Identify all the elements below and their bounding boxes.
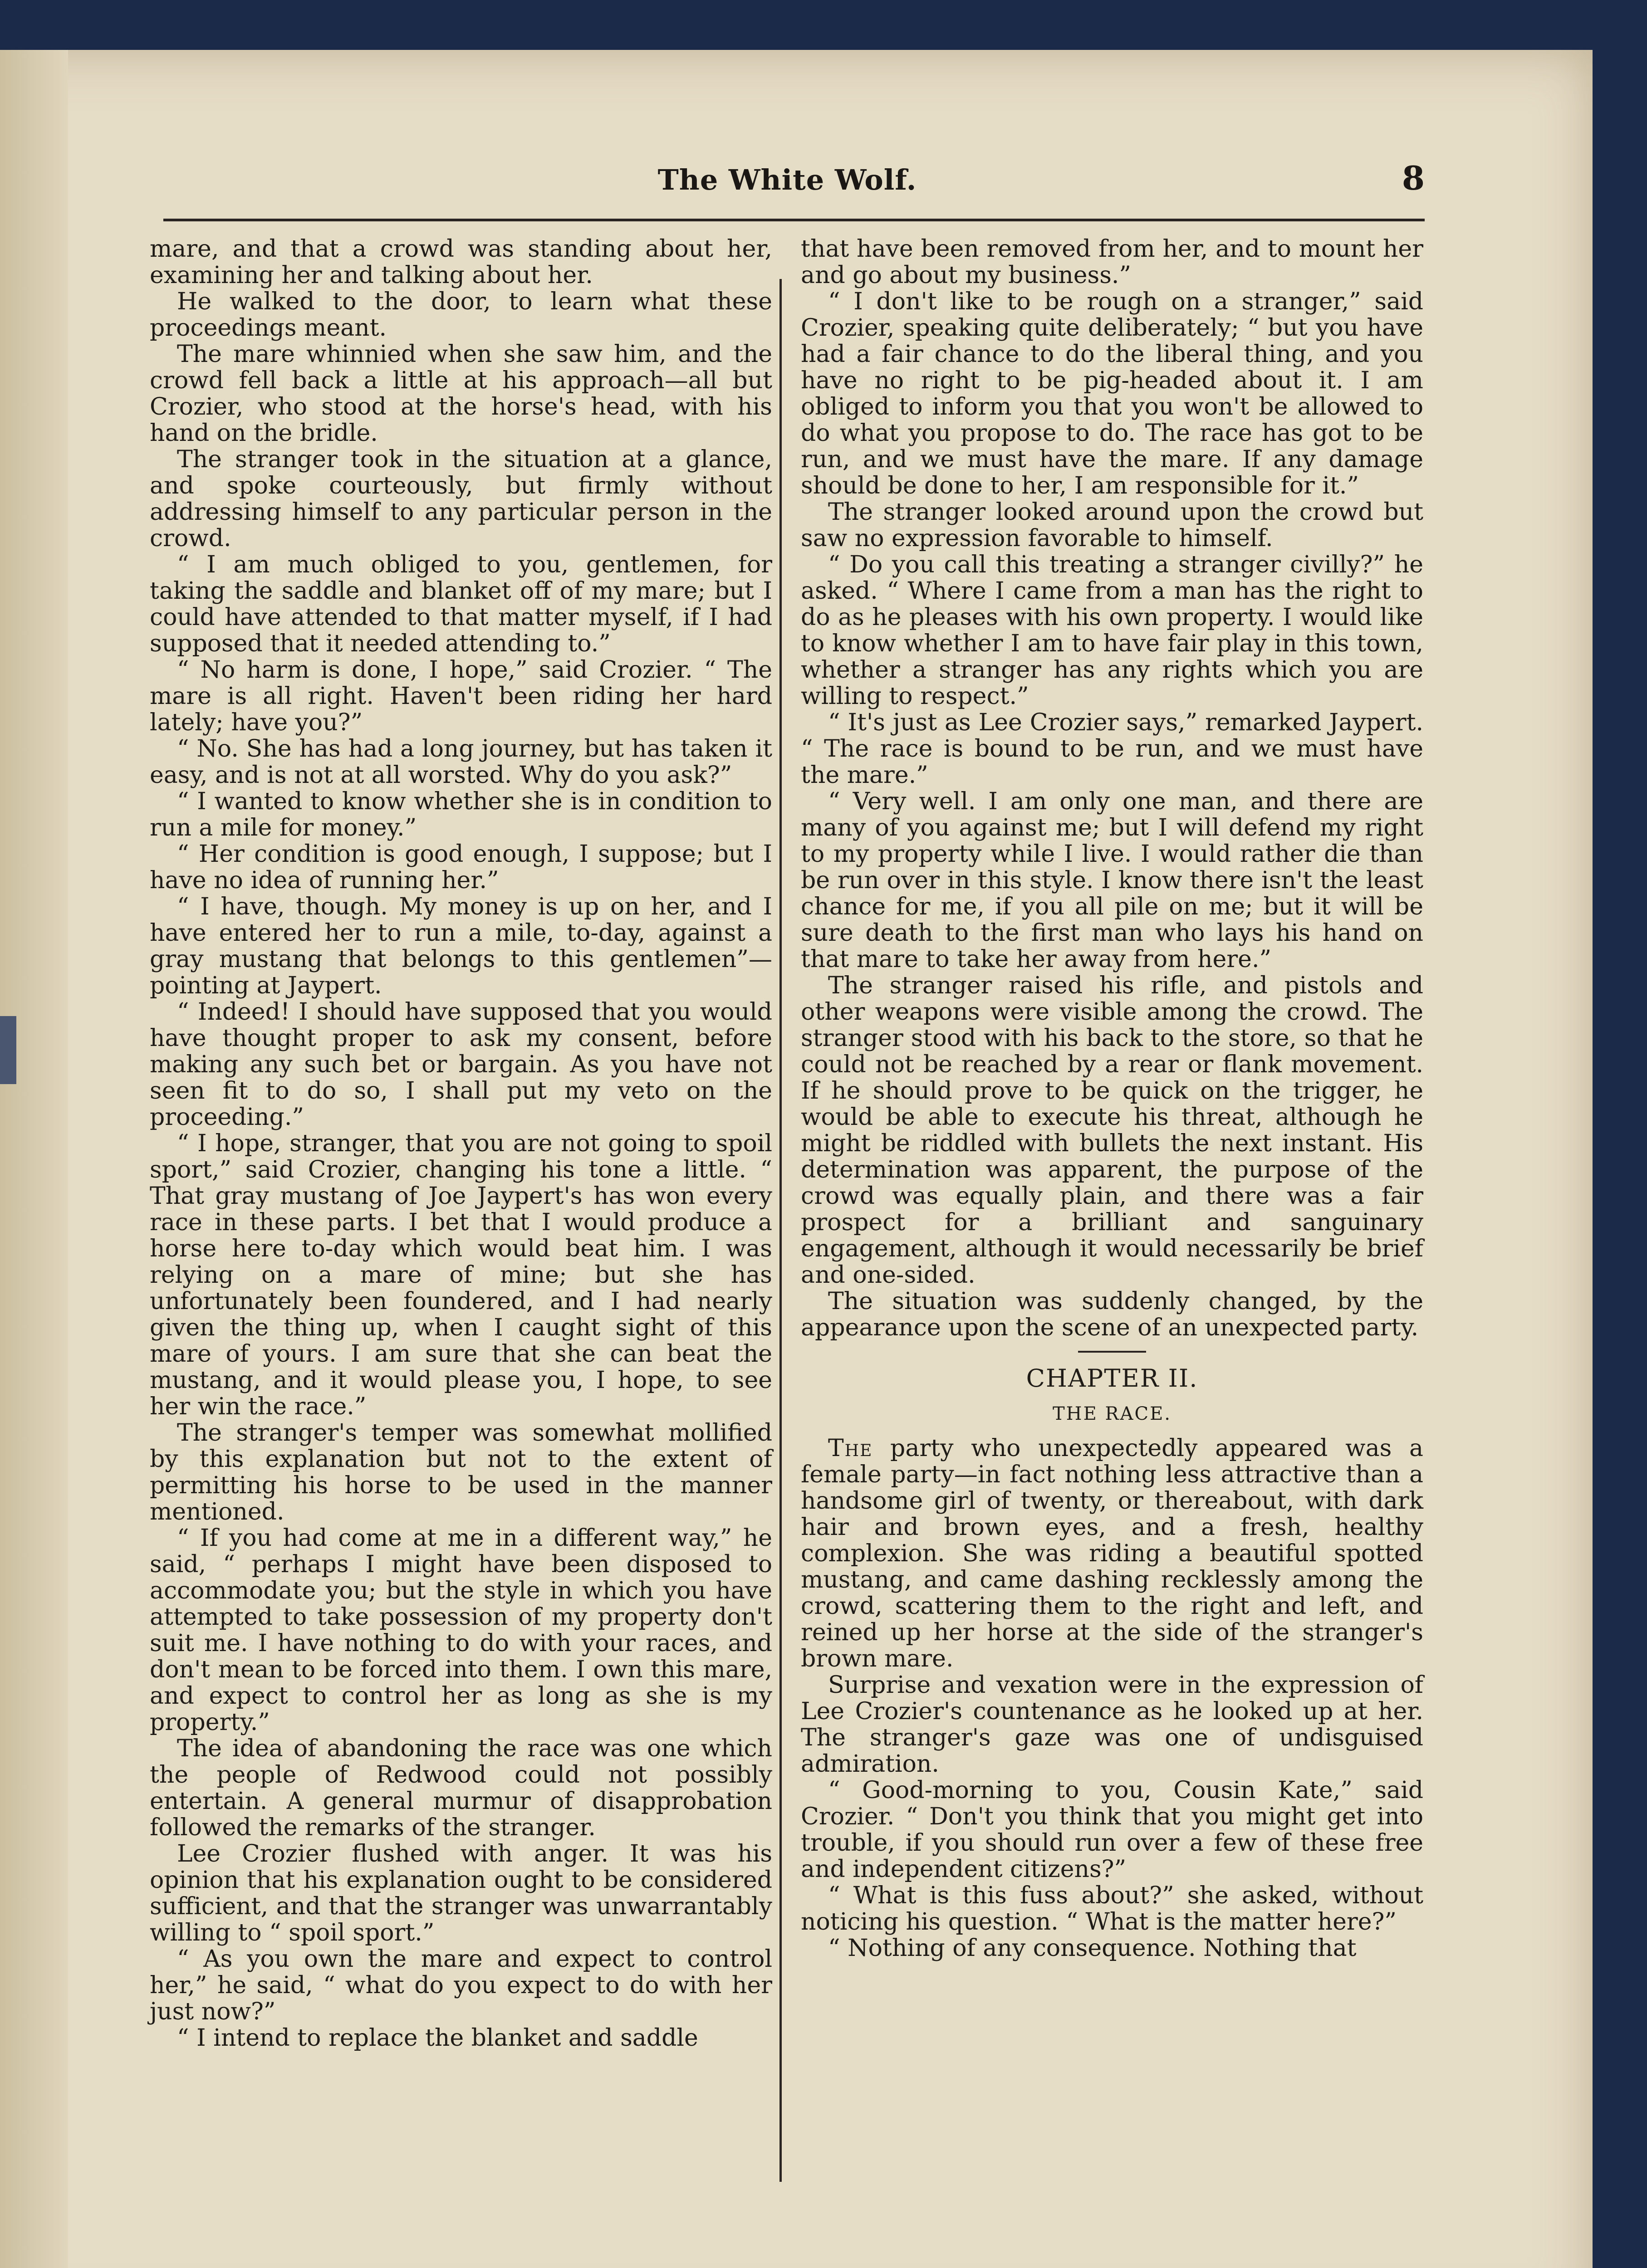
paragraph: “ Do you call this treating a stranger civilly?” he asked. “ Where I came from a man has the right to do as he pleases with his own property. I would like to know whether I am to have fair play in this town, whether a stranger has any rights which you are willing to respect.” xyxy=(801,551,1423,710)
paragraph: mare, and that a crowd was standing about her, examining her and talking about her. xyxy=(150,235,772,289)
paragraph: “ I have, though. My money is up on her, and I have entered her to run a mile, to-day, against a gray mustang that belongs to this gentlemen”—pointing at Jaypert. xyxy=(150,893,772,999)
paragraph: Lee Crozier flushed with anger. It was his opinion that his explanation ought to be considered sufficient, and that the stranger was unwarrantably willing to “ spoil sport.” xyxy=(150,1840,772,1946)
paragraph: “ I am much obliged to you, gentlemen, for taking the saddle and blanket off of my mare; but I could have attended to that matter myself, if I had supposed that it needed attending to.” xyxy=(150,551,772,657)
paragraph: “ I intend to replace the blanket and saddle xyxy=(177,2024,698,2052)
paragraph: The situation was suddenly changed, by the appearance upon the scene of an unexpected party. xyxy=(801,1288,1423,1341)
left-column xyxy=(150,236,772,2051)
running-header xyxy=(150,159,1425,209)
paragraph: “ I hope, stranger, that you are not going to spoil sport,” said Crozier, changing his tone a little. “ That gray mustang of Joe Jaypert's has won every race in these parts. I bet that I would produce a horse here to-day which would beat him. I was relying on a mare of mine; but she has unfortunately been foundered, and I had nearly given the thing up, when I caught sight of this mare of yours. I am sure that she can beat the mustang, and it would please you, I hope, to see her win the race.” xyxy=(150,1130,772,1420)
paragraph: The stranger looked around upon the crowd but saw no expression favorable to himself. xyxy=(801,499,1423,552)
paragraph: Surprise and vexation were in the expression of Lee Crozier's countenance as he looked up at her. The stranger's gaze was one of undisguised admiration. xyxy=(801,1672,1423,1778)
paragraph: The stranger took in the situation at a glance, and spoke courteously, but firmly without addressing himself to any particular person in the crowd. xyxy=(150,446,772,552)
paragraph: “ It's just as Lee Crozier says,” remarked Jaypert. “ The race is bound to be run, and we must have the mare.” xyxy=(801,709,1423,789)
chapter-opening-paragraph xyxy=(801,1435,1423,1672)
paragraph: The stranger raised his rifle, and pistols and other weapons were visible among the crowd. The stranger stood with his back to the store, so that he could not be reached by a rear or flank movement. If he should prove to be quick on the trigger, he would be able to execute his threat, although he might be riddled with bullets the next instant. His determination was apparent, the purpose of the crowd was equally plain, and there was a fair prospect for a brilliant and sanguinary engagement, although it would necessarily be brief and one-sided. xyxy=(801,972,1423,1289)
paragraph: “ As you own the mare and expect to control her,” he said, “ what do you expect to do with her just now?” xyxy=(150,1945,772,2025)
paragraph: “ No. She has had a long journey, but has taken it easy, and is not at all worsted. Why do you ask?” xyxy=(150,735,772,789)
paragraph: “ What is this fuss about?” she asked, without noticing his question. “ What is the matter here?” xyxy=(801,1882,1423,1936)
paragraph: “ I wanted to know whether she is in condition to run a mile for money.” xyxy=(150,788,772,841)
header-rule xyxy=(163,219,1425,221)
page-number: 8 xyxy=(1402,159,1425,197)
chapter-subtitle: THE RACE. xyxy=(1053,1403,1172,1424)
paragraph: “ No harm is done, I hope,” said Crozier. “ The mare is all right. Haven't been riding her hard lately; have you?” xyxy=(150,656,772,736)
paragraph: The idea of abandoning the race was one which the people of Redwood could not possibly entertain. A general murmur of disapprobation followed the remarks of the stranger. xyxy=(150,1735,772,1841)
paragraph: “ Nothing of any consequence. Nothing that xyxy=(828,1935,1357,1962)
chapter-title: CHAPTER II. xyxy=(1026,1364,1198,1393)
column-divider xyxy=(779,279,782,2182)
paragraph: “ Good-morning to you, Cousin Kate,” said Crozier. “ Don't you think that you might get into trouble, if you should run over a few of these free and independent citizens?” xyxy=(801,1777,1423,1883)
paragraph: “ I don't like to be rough on a stranger,” said Crozier, speaking quite deliberately; “ but you have had a fair chance to do the liberal thing, and you have no right to be pig-headed about it. I am obliged to inform you that you won't be allowed to do what you propose to do. The race has got to be run, and we must have the mare. If any damage should be done to her, I am responsible for it.” xyxy=(801,288,1423,499)
lead-text: party who unexpectedly appeared was a female party—in fact nothing less attractive than a handsome girl of twenty, or thereabout, with dark hair and brown eyes, and a fresh, healthy complexion. She was riding a beautiful spotted mustang, and came dashing recklessly among the crowd, scattering them to the right and left, and reined up her horse at the side of the stranger's brown mare. xyxy=(801,1435,1423,1672)
paragraph: “ Her condition is good enough, I suppose; but I have no idea of running her.” xyxy=(150,841,772,894)
paragraph: “ If you had come at me in a different way,” he said, “ perhaps I might have been disposed to accommodate you; but the style in which you have attempted to take possession of my property don't suit me. I have nothing to do with your races, and don't mean to be forced into them. I own this mare, and expect to control her as long as she is my property.” xyxy=(150,1525,772,1736)
binding-tab xyxy=(0,1016,16,1084)
paragraph: “ Very well. I am only one man, and there are many of you against me; but I will defend my right to my property while I live. I would rather die than be run over in this style. I know there isn't the least chance for me, if you all pile on me; but it will be sure death to the first man who lays his hand on that mare to take her away from here.” xyxy=(801,788,1423,973)
paragraph: that have been removed from her, and to mount her and go about my business.” xyxy=(801,235,1423,289)
paragraph: The stranger's temper was somewhat mollified by this explanation but not to the extent of permitting his horse to be used in the manner mentioned. xyxy=(150,1419,772,1525)
paragraph: “ Indeed! I should have supposed that you would have thought proper to ask my consent, before making any such bet or bargain. As you have not seen fit to do so, I shall put my veto on the proceeding.” xyxy=(150,998,772,1131)
right-column xyxy=(801,236,1423,1961)
lead-word: The xyxy=(828,1435,873,1462)
paragraph: He walked to the door, to learn what these proceedings meant. xyxy=(150,288,772,342)
paragraph: The mare whinnied when she saw him, and the crowd fell back a little at his approach—all but Crozier, who stood at the horse's head, with his hand on the bridle. xyxy=(150,341,772,447)
page-gutter xyxy=(0,50,68,2268)
running-title: The White Wolf. xyxy=(657,163,917,196)
chapter-separator xyxy=(1078,1351,1146,1353)
